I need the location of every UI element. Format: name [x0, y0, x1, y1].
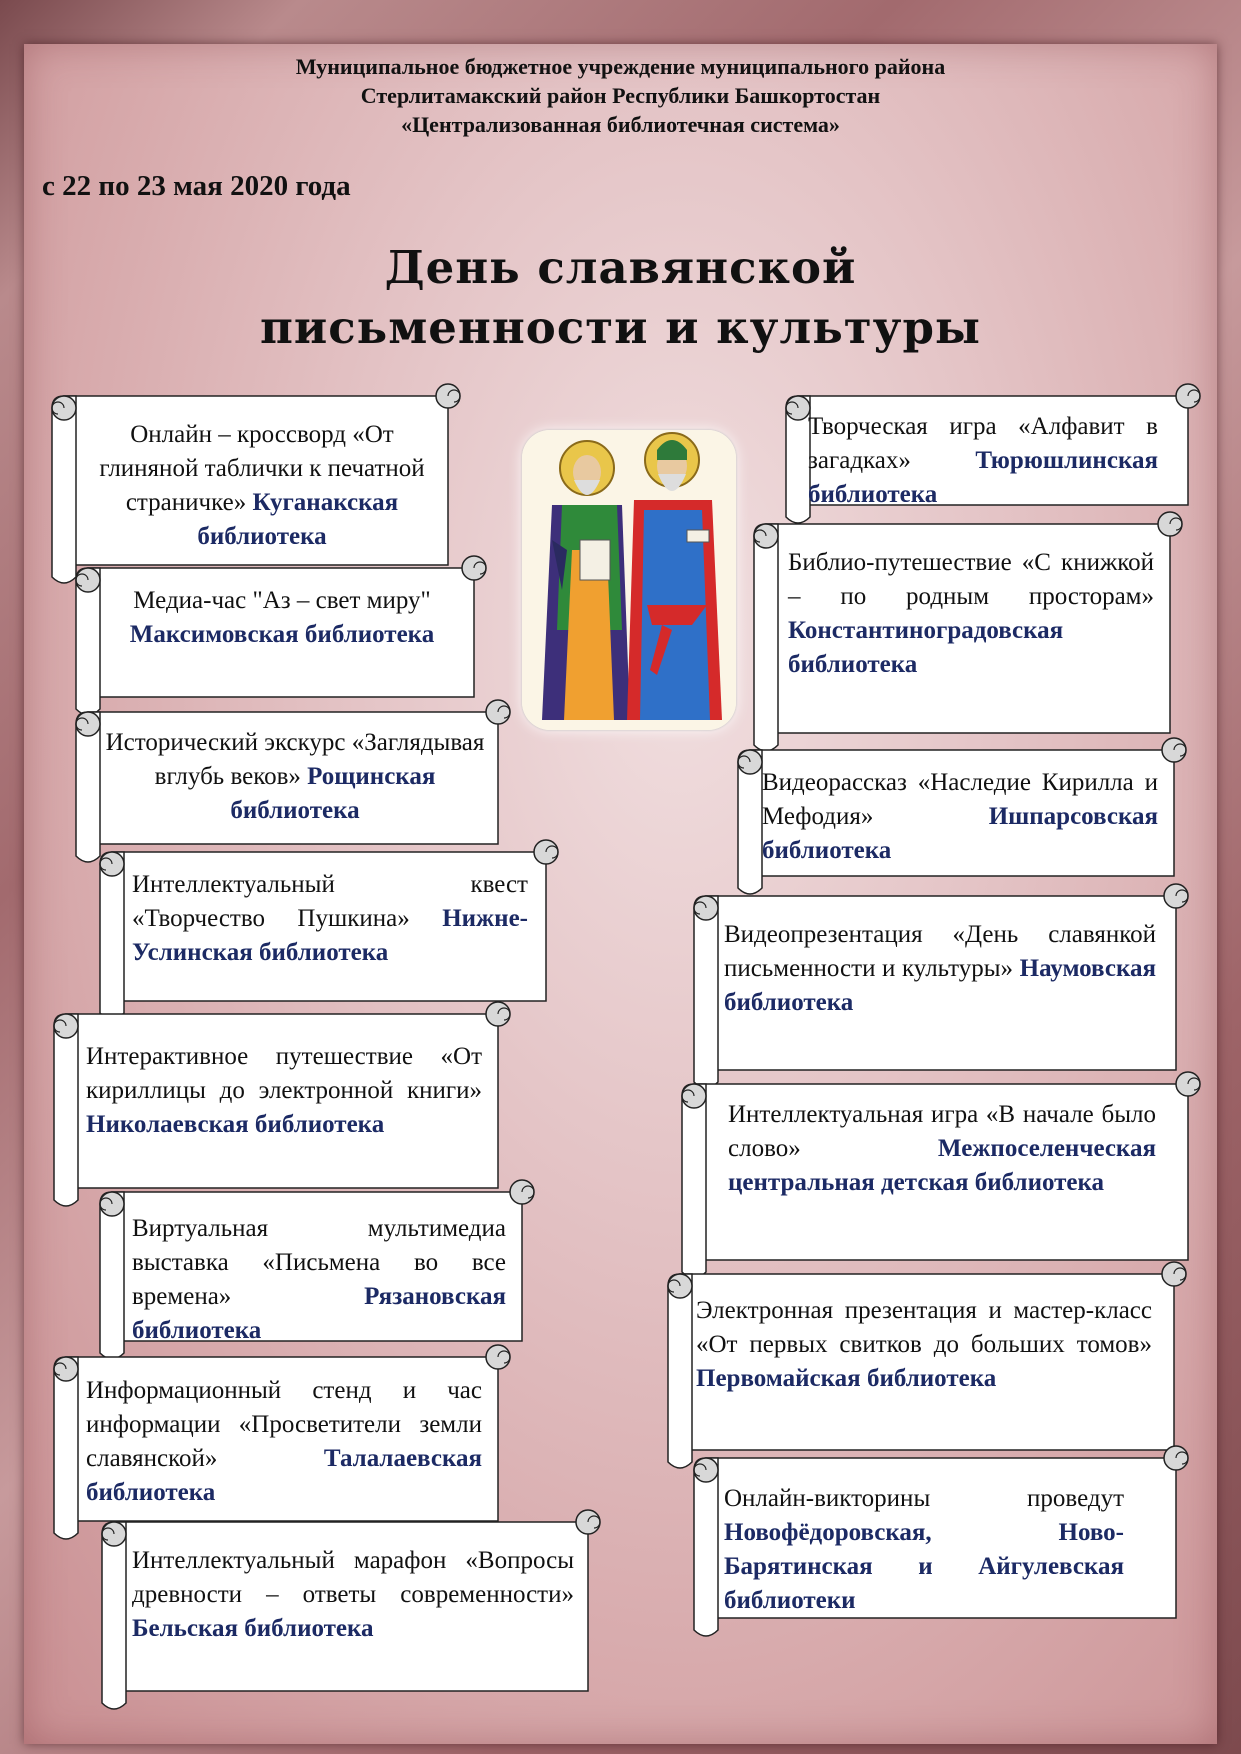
event-description: Исторический экскурс «Заглядывая вглубь веков» [105, 729, 485, 790]
library-name: Куганакская библиотека [197, 489, 399, 550]
event-text-left-3 [100, 726, 490, 828]
library-name: Ишпарсовская библиотека [762, 803, 1158, 864]
organization-header [0, 52, 1241, 139]
event-text-right-7 [724, 1482, 1124, 1618]
event-date: с 22 по 23 мая 2020 года [42, 170, 351, 202]
scroll-left-roll [668, 1274, 692, 1468]
event-description: Информационный стенд и час информации «Просветители земли славянской» [86, 1377, 482, 1472]
event-description: Виртуальная мультимедиа выставка «Письмена во все времена» [132, 1215, 506, 1310]
event-description: Видеопрезентация «День славянкой письменности и культуры» [724, 921, 1156, 982]
page-title [0, 238, 1241, 358]
library-name: Наумовская библиотека [724, 955, 1157, 1016]
title-line-2: письменности и культуры [259, 301, 982, 354]
library-name: Константиноградовская библиотека [788, 617, 1064, 678]
library-name: Тюрюшлинская библиотека [808, 447, 1158, 508]
event-description: Интерактивное путешествие «От кириллицы до электронной книги» [86, 1043, 482, 1104]
event-text-left-4 [132, 868, 528, 970]
library-name: Нижне-Услинская библиотека [132, 905, 528, 966]
scroll-left-roll [102, 1522, 126, 1709]
event-text-right-6 [696, 1294, 1152, 1396]
event-text-left-7 [86, 1374, 482, 1510]
scroll-left-roll [54, 1357, 78, 1539]
org-line-2: Стерлитамакский район Республики Башкортостан [360, 83, 881, 108]
event-text-right-2 [788, 546, 1154, 682]
scroll-left-roll [694, 896, 718, 1088]
scroll-left-roll [682, 1084, 706, 1278]
event-text-left-6 [132, 1212, 506, 1348]
event-description: Электронная презентация и мастер-класс «От первых свитков до больших томов» [696, 1297, 1152, 1358]
scroll-left-roll [694, 1458, 718, 1636]
event-description: Интеллектуальный квест «Творчество Пушкина» [132, 871, 528, 932]
title-line-1: День славянской [384, 241, 857, 294]
org-line-1: Муниципальное бюджетное учреждение муниципального района [295, 54, 946, 79]
event-text-right-4 [724, 918, 1156, 1020]
library-name: Рощинская библиотека [230, 763, 436, 824]
library-name: Максимовская библиотека [129, 621, 435, 648]
event-description: Видеорассказ «Наследие Кирилла и Мефодия» [762, 769, 1158, 830]
event-text-right-5 [728, 1098, 1156, 1200]
event-description: Творческая игра «Алфавит в загадках» [808, 413, 1158, 474]
library-name: Николаевская библиотека [86, 1111, 385, 1138]
library-name: Бельская библиотека [132, 1615, 374, 1642]
event-description: Интеллектуальная игра «В начале было слово» [728, 1101, 1156, 1162]
scroll-left-roll [100, 852, 124, 1019]
event-description: Интеллектуальный марафон «Вопросы древности – ответы современности» [132, 1547, 574, 1608]
event-description: Медиа-час "Аз – свет миру" [133, 587, 431, 614]
org-line-3: «Централизованная библиотечная система» [401, 112, 840, 137]
scroll-left-roll [754, 524, 778, 751]
event-text-left-1 [82, 418, 442, 554]
event-text-right-3 [762, 766, 1158, 868]
scroll-left-roll [100, 1192, 124, 1359]
event-description: Онлайн-викторины проведут [724, 1485, 1124, 1512]
event-text-left-2 [104, 584, 460, 652]
scroll-left-roll [52, 396, 76, 583]
event-description: Онлайн – кроссворд «От глиняной таблички к печатной страничке» [99, 421, 425, 516]
event-text-left-5 [86, 1040, 482, 1142]
saints-illustration [522, 430, 736, 730]
event-text-right-1 [808, 410, 1158, 512]
saints-cyril-methodius-icon [522, 430, 736, 730]
library-name: Первомайская библиотека [696, 1365, 997, 1392]
library-name: Рязановская библиотека [132, 1283, 506, 1344]
scroll-left-roll [54, 1014, 78, 1206]
event-description: Библио-путешествие «С книжкой – по родным просторам» [788, 549, 1154, 610]
library-name: Межпоселенческая центральная детская библиотека [728, 1135, 1156, 1196]
library-name: Талалаевская библиотека [86, 1445, 482, 1506]
library-name: Новофёдоровская, Ново-Барятинская и Айгулевская библиотеки [724, 1519, 1124, 1614]
event-text-left-8 [132, 1544, 574, 1646]
